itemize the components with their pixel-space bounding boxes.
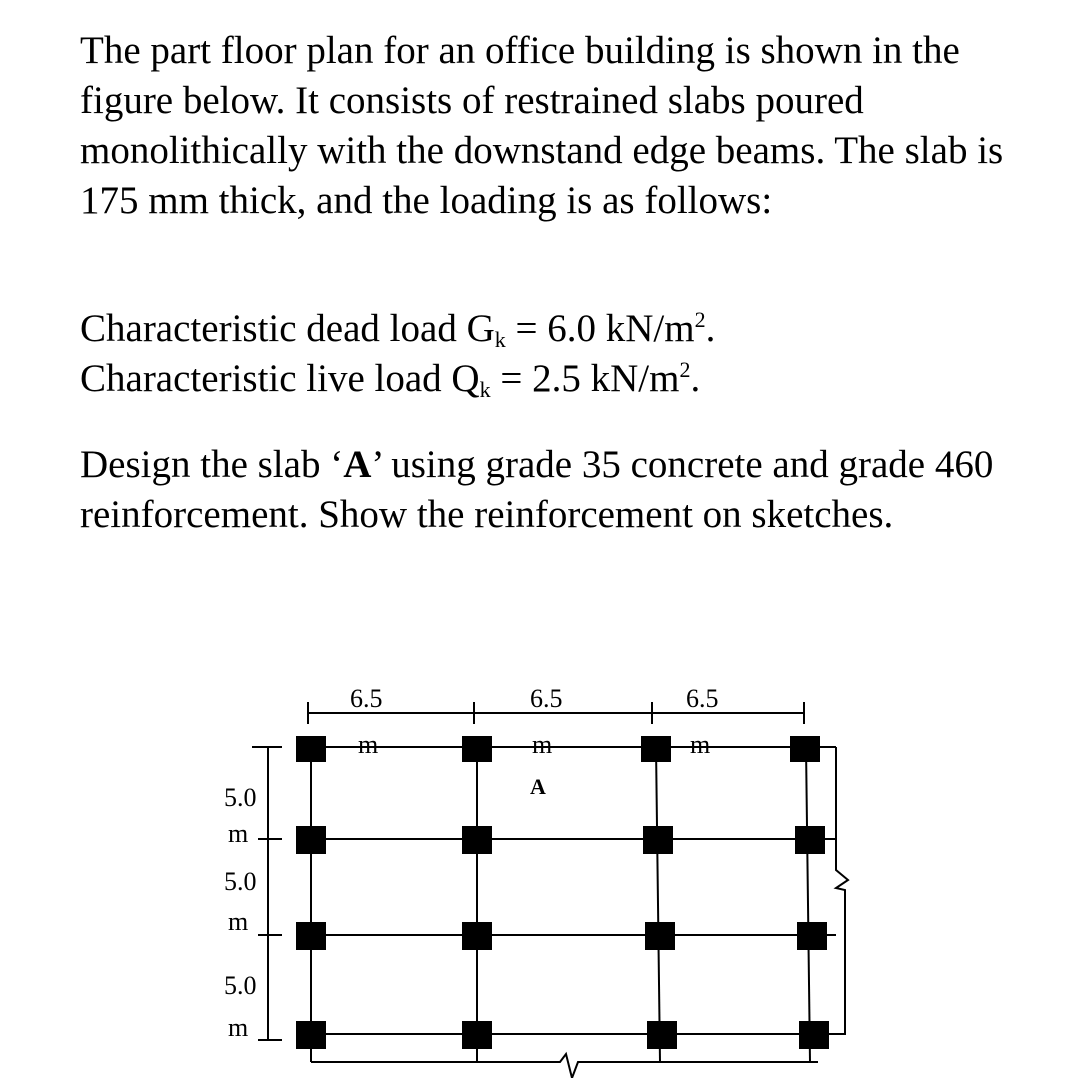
column [296, 922, 326, 950]
dead-load-suffix: . [705, 307, 716, 350]
dead-load-prefix: Characteristic dead load G [80, 307, 495, 350]
bottom-break-line [311, 1054, 818, 1078]
live-load-suffix: . [690, 357, 701, 400]
grid-line-v [656, 747, 660, 1062]
grid-lines [300, 747, 848, 1078]
dead-load-value: = 6.0 kN/m [505, 307, 695, 350]
span-x-unit-1: m [358, 730, 379, 759]
slab-a-label: A [530, 774, 546, 799]
task-before: Design the slab ‘ [80, 443, 344, 486]
column [462, 826, 492, 854]
span-x-value-3: 6.5 [686, 684, 719, 713]
span-x-unit-3: m [690, 730, 711, 759]
task-after: ’ using grade 35 concrete and grade 460 reinforcement. Show the reinforcement on sketches. [80, 443, 994, 536]
column [799, 1021, 829, 1049]
column [790, 736, 820, 762]
column [797, 922, 827, 950]
column [643, 826, 673, 854]
column [795, 826, 825, 854]
column [462, 1021, 492, 1049]
columns [296, 736, 829, 1049]
live-load-prefix: Characteristic live load Q [80, 357, 480, 400]
column [641, 736, 671, 762]
span-x-unit-2: m [532, 730, 553, 759]
right-break-line [820, 747, 848, 1034]
problem-intro: The part floor plan for an office building is shown in the figure below. It consists of restrained slabs poured monolithically with the downstand edge beams. The slab is 175 mm thick, and the loading is as follows: [80, 29, 1004, 222]
column [296, 736, 326, 762]
span-y-value-2: 5.0 [224, 867, 257, 896]
live-load-value: = 2.5 kN/m [490, 357, 680, 400]
column [296, 826, 326, 854]
dead-load-subscript: k [494, 327, 506, 352]
column [462, 922, 492, 950]
span-y-value-3: 5.0 [224, 971, 257, 1000]
dead-load-superscript: 2 [694, 307, 706, 332]
dimension-lines [252, 702, 804, 1040]
span-y-unit-2: m [228, 907, 249, 936]
span-y-unit-1: m [228, 819, 249, 848]
span-x-value-2: 6.5 [530, 684, 563, 713]
grid-line-v [806, 747, 810, 1062]
span-y-unit-3: m [228, 1013, 249, 1042]
span-y-value-1: 5.0 [224, 783, 257, 812]
task-slab-name: A [343, 443, 372, 486]
column [647, 1021, 677, 1049]
column [462, 736, 492, 762]
column [296, 1021, 326, 1049]
column [645, 922, 675, 950]
span-x-value-1: 6.5 [350, 684, 383, 713]
live-load-superscript: 2 [679, 357, 691, 382]
live-load-subscript: k [479, 377, 491, 402]
